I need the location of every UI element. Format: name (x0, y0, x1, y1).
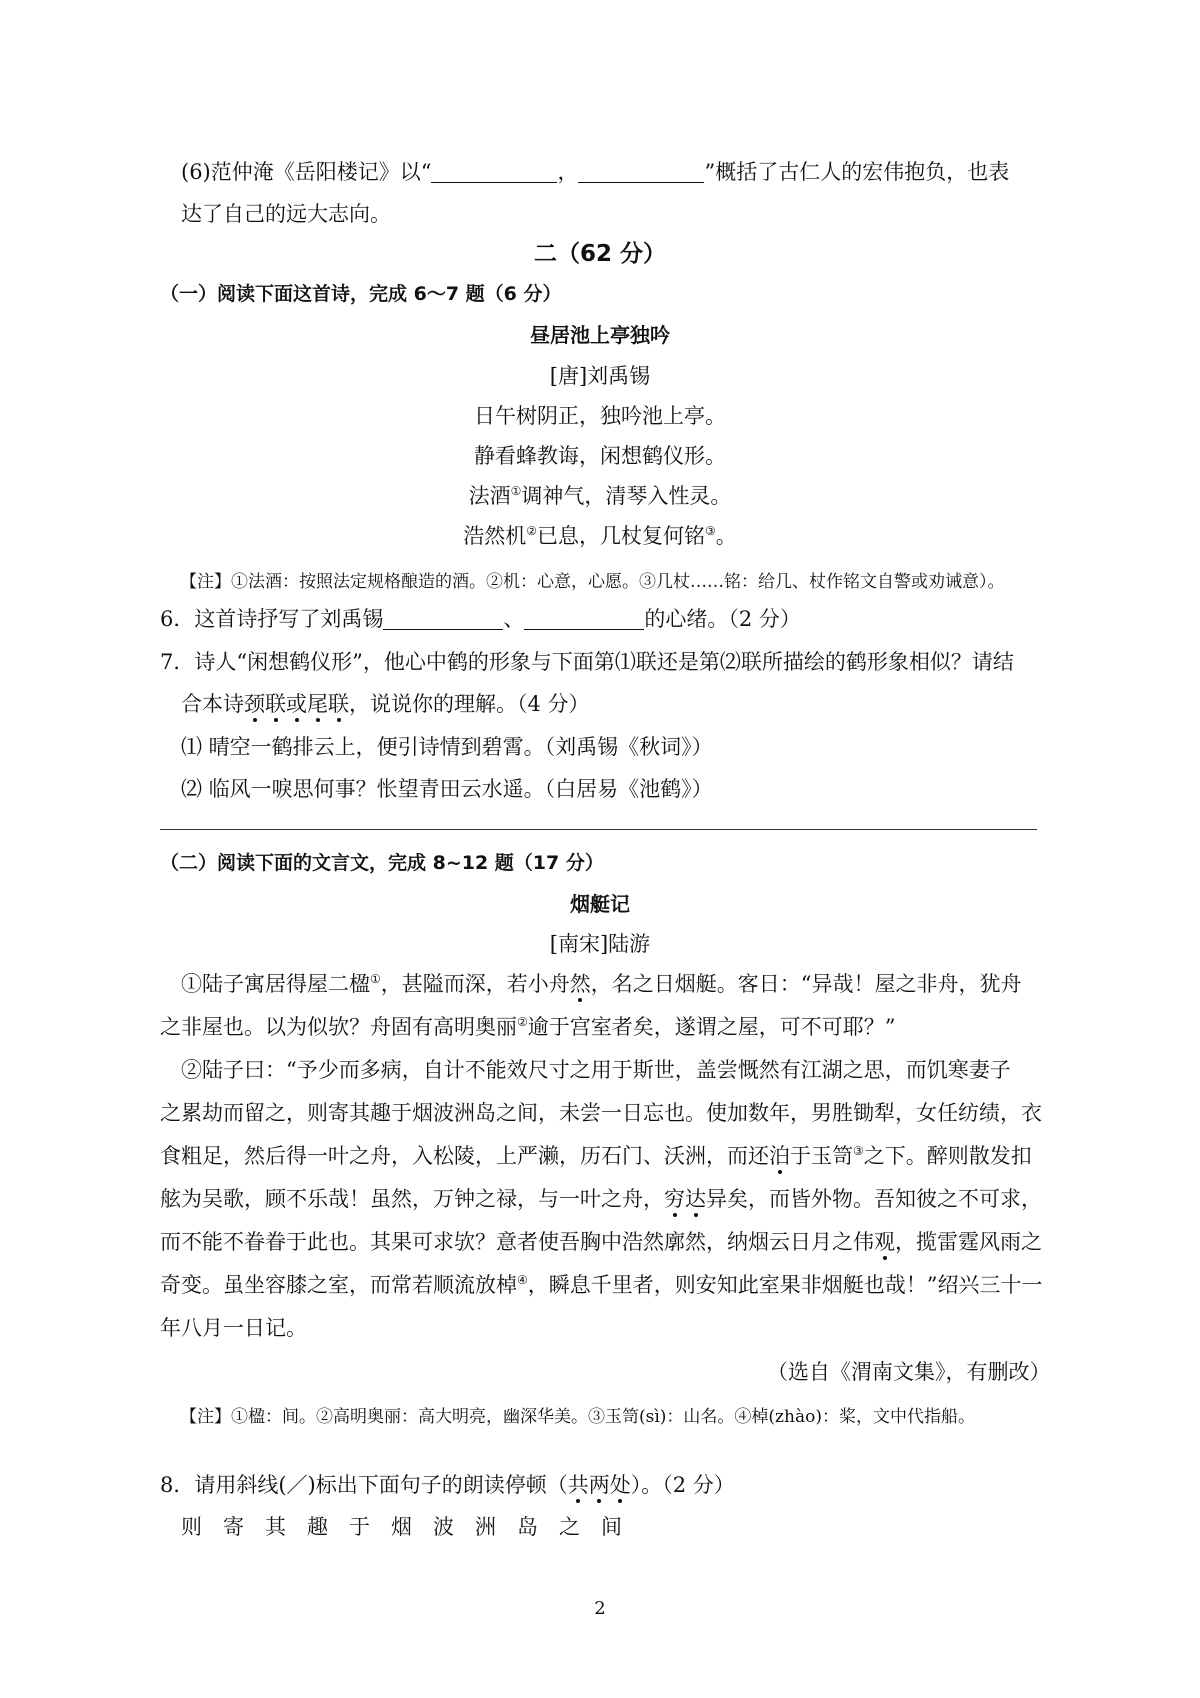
essay-p1-line2 (160, 1012, 896, 1042)
q8-text-a: 8．请用斜线(／)标出下面句子的朗读停顿（ (160, 1473, 568, 1497)
q5-6-line2: 达了自己的远大志向。 (181, 202, 391, 226)
poem-note: 【注】①法酒：按照法定规格酿造的酒。②机：心意，心愿。③几杖……铭：给几、杖作铭文自警或劝诫意）。 (180, 572, 1005, 592)
text-segment: 异矣，而皆外物。吾知彼之不可求， (706, 1187, 1042, 1211)
emphasis-char: 两 (588, 1473, 610, 1497)
footnote-mark: ① (510, 484, 522, 498)
sentence-char[interactable]: 波 (433, 1515, 454, 1539)
text-segment: 于玉笥 (790, 1144, 853, 1168)
poem-line-2: 静看蜂教诲，闲想鹤仪形。 (474, 444, 726, 468)
q8-text-b: ）。（2 分） (630, 1473, 735, 1497)
essay-p1-line1 (181, 969, 1022, 999)
q5-6-text-b: ， (557, 160, 579, 184)
essay-note: 【注】①楹：间。②高明奥丽：高大明亮，幽深华美。③玉笥(sì)：山名。④棹(zhào)：桨，文中代指船。 (180, 1407, 975, 1427)
text-segment: 之下。醉则散发扣 (863, 1144, 1032, 1168)
footnote-mark: ④ (517, 1273, 528, 1287)
essay-title: 烟艇记 (570, 892, 630, 916)
poem-line-3-a: 法酒 (468, 484, 511, 508)
sentence-char[interactable]: 于 (349, 1515, 370, 1539)
sentence-char[interactable]: 间 (601, 1515, 622, 1539)
q7-line1: 7．诗人“闲想鹤仪形”，他心中鹤的形象与下面第⑴联还是第⑵联所描绘的鹤形象相似？请结 (160, 650, 1014, 674)
sentence-char[interactable]: 烟 (391, 1515, 412, 1539)
q7-line2 (181, 689, 590, 719)
part2-heading: （二）阅读下面的文言文，完成 8~12 题（17 分） (160, 852, 604, 874)
poem-line-4-a: 浩然机 (463, 524, 527, 548)
essay-author: [南宋]陆游 (549, 932, 651, 956)
answer-blank[interactable] (578, 160, 704, 183)
essay-p2-line2: 之累劫而留之，则寄其趣于烟波洲岛之间，未尝一日忘也。使加数年，男胜锄犁，女任纺绩，衣 (160, 1101, 1042, 1125)
essay-p2-line1: ②陆子曰：“予少而多病，自计不能效尺寸之用于斯世，盖尝慨然有江湖之思，而饥寒妻子 (181, 1058, 1011, 1082)
emphasis-char: 然 (569, 972, 591, 996)
poem-line-4-b: 已息，几杖复何铭 (537, 524, 705, 548)
sentence-char[interactable]: 则 (181, 1515, 202, 1539)
text-segment: 而不能不眷眷于此也。其果可求欤？意者使吾胸中浩然廓然，纳烟云日月之伟 (160, 1230, 874, 1254)
essay-p2-line4 (160, 1184, 1042, 1214)
footnote-mark: ① (370, 972, 381, 986)
sentence-char[interactable]: 趣 (307, 1515, 328, 1539)
text-segment: ，甚隘而深，若小舟 (380, 972, 570, 996)
emphasis-char: 穷 (664, 1187, 685, 1211)
text-segment: ，揽雷霆风雨之 (895, 1230, 1042, 1254)
poem-title: 昼居池上亭独吟 (530, 323, 670, 347)
q6 (160, 604, 801, 634)
section-title: 二（62 分） (533, 241, 666, 267)
answer-blank[interactable] (431, 160, 557, 183)
emphasis-char: 达 (685, 1187, 706, 1211)
page-number: 2 (594, 1598, 606, 1619)
poem-line-3 (0, 481, 1200, 511)
text-segment: ①陆子寓居得屋二楹 (181, 972, 370, 996)
emphasis-char: 颈 (244, 692, 265, 716)
q8-sentence[interactable] (181, 1512, 643, 1542)
q7-option-1: ⑴ 晴空一鹤排云上，便引诗情到碧霄。（刘禹锡《秋词》） (181, 735, 713, 759)
sentence-char[interactable]: 岛 (517, 1515, 538, 1539)
text-segment: ，瞬息千里者，则安知此室果非烟艇也哉！”绍兴三十一 (527, 1273, 1043, 1297)
emphasis-char: 联 (328, 692, 349, 716)
emphasis-char: 观 (874, 1230, 895, 1254)
text-segment: 舷为吴歌，顾不乐哉！虽然，万钟之禄，与一叶之舟， (160, 1187, 664, 1211)
q5-6-line1 (181, 157, 1009, 187)
footnote-mark: ③ (853, 1144, 864, 1158)
q5-6-text-c: ”概括了古仁人的宏伟抱负，也表 (704, 160, 1010, 184)
sentence-char[interactable]: 之 (559, 1515, 580, 1539)
text-segment: 之非屋也。以为似欤？舟固有高明奥丽 (160, 1015, 517, 1039)
answer-blank[interactable] (524, 607, 644, 630)
essay-p2-line5 (160, 1227, 1042, 1257)
emphasis-char: 联 (265, 692, 286, 716)
poem-author: [唐]刘禹锡 (549, 364, 651, 388)
text-segment: 食粗足，然后得一叶之舟，入松陵，上严濑，历石门、沃洲，而还 (160, 1144, 769, 1168)
text-segment: ，名之日烟艇。客日：“异哉！屋之非舟，犹舟 (590, 972, 1022, 996)
text-segment: 奇变。虽坐容膝之室，而常若顺流放棹 (160, 1273, 517, 1297)
essay-p2-line6 (160, 1270, 1043, 1300)
sentence-char[interactable]: 其 (265, 1515, 286, 1539)
essay-p2-line7: 年八月一日记。 (160, 1316, 307, 1340)
q7-text-a: 合本诗 (181, 692, 244, 716)
essay-p2-line3 (160, 1141, 1032, 1171)
part1-heading: （一）阅读下面这首诗，完成 6～7 题（6 分） (160, 283, 562, 305)
q8 (160, 1470, 735, 1500)
q6-text-c: 的心绪。（2 分） (644, 607, 801, 631)
q6-text-b: 、 (503, 607, 525, 631)
q5-6-text-a: (6)范仲淹《岳阳楼记》以“ (181, 160, 432, 184)
poem-line-4 (0, 521, 1200, 551)
footnote-mark: ③ (705, 524, 716, 538)
sentence-char[interactable]: 洲 (475, 1515, 496, 1539)
q7-option-2: ⑵ 临风一唳思何事？怅望青田云水遥。（白居易《池鹤》） (181, 777, 713, 801)
poem-line-1: 日午树阴正，独吟池上亭。 (474, 404, 726, 428)
emphasis-char: 处 (609, 1473, 631, 1497)
answer-line[interactable] (160, 829, 1037, 830)
emphasis-char: 尾 (307, 692, 328, 716)
footnote-mark: ② (517, 1015, 528, 1029)
emphasis-char: 泊 (769, 1144, 790, 1168)
text-segment: 逾于宫室者矣，遂谓之屋，可不可耶？” (527, 1015, 896, 1039)
poem-line-4-c: 。 (715, 524, 737, 548)
sentence-char[interactable]: 寄 (223, 1515, 244, 1539)
q6-text-a: 6．这首诗抒写了刘禹锡 (160, 607, 384, 631)
emphasis-char: 或 (286, 692, 307, 716)
q7-text-b: ，说说你的理解。（4 分） (349, 692, 590, 716)
essay-source: （选自《渭南文集》，有删改） (767, 1360, 1051, 1384)
emphasis-char: 共 (567, 1473, 589, 1497)
footnote-mark: ② (526, 524, 537, 538)
poem-line-3-b: 调神气，清琴入性灵。 (521, 484, 732, 508)
answer-blank[interactable] (383, 607, 503, 630)
